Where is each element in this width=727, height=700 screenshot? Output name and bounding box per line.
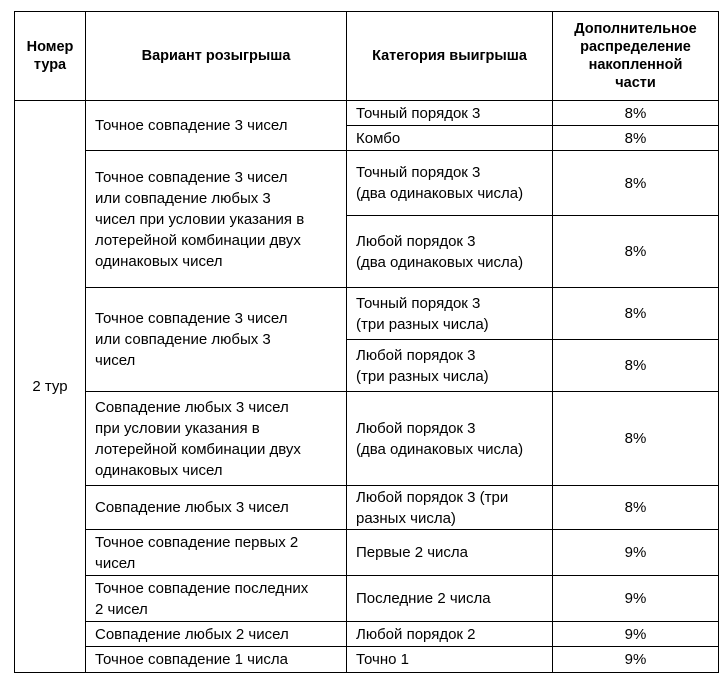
prize-category-cell: Точный порядок 3 (три разных числа) [347, 288, 553, 340]
prize-category-cell: Любой порядок 2 [347, 622, 553, 647]
draw-variant-cell: Точное совпадение 3 чисел или совпадение любых 3 чисел при условии указания в лотерейной комбинации двух одинаковых чисел [86, 151, 347, 288]
distribution-percent-cell: 9% [553, 622, 719, 647]
draw-variant-cell: Точное совпадение первых 2 чисел [86, 530, 347, 576]
header-prize-category: Категория выигрыша [347, 12, 553, 101]
header-draw-variant: Вариант розыгрыша [86, 12, 347, 101]
table-row [15, 486, 719, 530]
prize-category-cell: Точный порядок 3 [347, 101, 553, 126]
distribution-table [14, 11, 719, 673]
draw-variant-cell: Точное совпадение последних 2 чисел [86, 576, 347, 622]
distribution-percent-cell: 8% [553, 288, 719, 340]
prize-category-cell: Любой порядок 3 (два одинаковых числа) [347, 392, 553, 486]
distribution-percent-cell: 8% [553, 126, 719, 151]
header-row [15, 12, 719, 101]
distribution-percent-cell: 8% [553, 486, 719, 530]
table-row [15, 622, 719, 647]
distribution-percent-cell: 8% [553, 151, 719, 216]
distribution-percent-cell: 8% [553, 392, 719, 486]
header-tour-number: Номер тура [15, 12, 86, 101]
distribution-percent-cell: 9% [553, 647, 719, 673]
distribution-percent-cell: 9% [553, 576, 719, 622]
draw-variant-cell: Точное совпадение 1 числа [86, 647, 347, 673]
distribution-percent-cell: 9% [553, 530, 719, 576]
table-row [15, 530, 719, 576]
draw-variant-cell: Точное совпадение 3 чисел или совпадение любых 3 чисел [86, 288, 347, 392]
table-row [15, 151, 719, 216]
table-row [15, 288, 719, 340]
table-body [15, 101, 719, 673]
draw-variant-cell: Совпадение любых 3 чисел при условии указания в лотерейной комбинации двух одинаковых чисел [86, 392, 347, 486]
prize-category-cell: Точный порядок 3 (два одинаковых числа) [347, 151, 553, 216]
prize-category-cell: Любой порядок 3 (три разных числа) [347, 486, 553, 530]
tour-cell: 2 тур [15, 101, 86, 673]
prize-category-cell: Любой порядок 3 (три разных числа) [347, 340, 553, 392]
table-row [15, 576, 719, 622]
table-row [15, 647, 719, 673]
prize-category-cell: Точно 1 [347, 647, 553, 673]
draw-variant-cell: Совпадение любых 2 чисел [86, 622, 347, 647]
distribution-percent-cell: 8% [553, 340, 719, 392]
prize-category-cell: Последние 2 числа [347, 576, 553, 622]
table-row [15, 392, 719, 486]
header-distribution: Дополнительное распределение накопленной части [553, 12, 719, 101]
distribution-percent-cell: 8% [553, 101, 719, 126]
prize-category-cell: Первые 2 числа [347, 530, 553, 576]
draw-variant-cell: Точное совпадение 3 чисел [86, 101, 347, 151]
table-row [15, 101, 719, 126]
draw-variant-cell: Совпадение любых 3 чисел [86, 486, 347, 530]
prize-category-cell: Любой порядок 3 (два одинаковых числа) [347, 216, 553, 288]
distribution-percent-cell: 8% [553, 216, 719, 288]
prize-category-cell: Комбо [347, 126, 553, 151]
